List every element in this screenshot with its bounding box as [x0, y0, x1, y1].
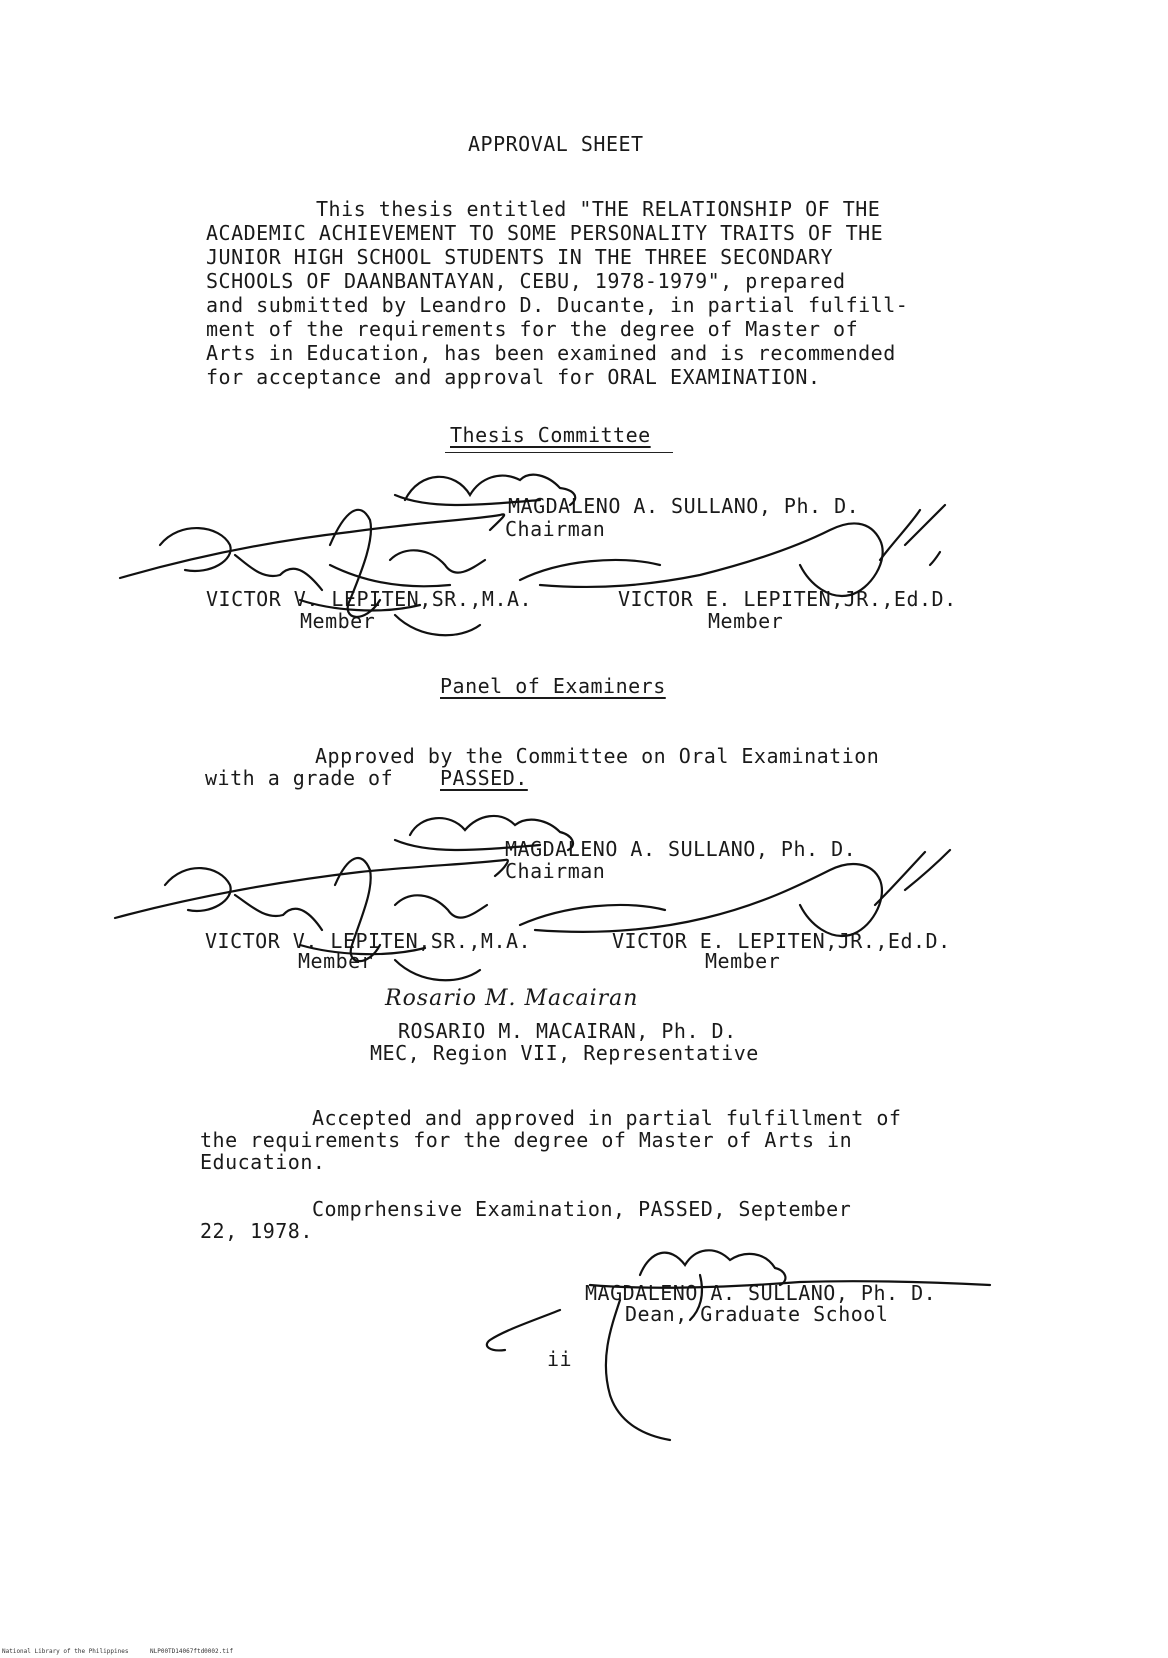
intro-line: This thesis entitled "THE RELATIONSHIP OF THE [316, 197, 881, 221]
acceptance-paragraph [200, 1107, 901, 1173]
rep-name: ROSARIO M. MACAIRAN, Ph. D. [398, 1019, 737, 1043]
committee-member2-name: VICTOR E. LEPITEN,JR.,Ed.D. [618, 587, 957, 611]
panel-grade: PASSED. [440, 766, 528, 790]
dean-role: Dean, Graduate School [625, 1302, 889, 1326]
committee-chairman-name: MAGDALENO A. SULLANO, Ph. D. [508, 494, 860, 518]
acceptance-line: Accepted and approved in partial fulfillment of [312, 1106, 902, 1130]
comprehensive-line: 22, 1978. [200, 1219, 313, 1243]
committee-member1-name: VICTOR V. LEPITEN,SR.,M.A. [206, 587, 533, 611]
intro-line: Arts in Education, has been examined and is recommended [206, 341, 896, 365]
dean-name: MAGDALENO A. SULLANO, Ph. D. [585, 1281, 937, 1305]
panel-member1-role: Member [298, 949, 374, 973]
committee-member2-role: Member [708, 609, 784, 633]
acceptance-line: the requirements for the degree of Master of Arts in [200, 1128, 853, 1152]
acceptance-line: Education. [200, 1150, 326, 1174]
intro-line: ACADEMIC ACHIEVEMENT TO SOME PERSONALITY TRAITS OF THE [206, 221, 884, 245]
page-number: ii [547, 1347, 573, 1371]
intro-line: and submitted by Leandro D. Ducante, in partial fulfill- [206, 293, 909, 317]
committee-chairman-role: Chairman [505, 517, 606, 541]
intro-line: for acceptance and approval for ORAL EXAMINATION. [206, 365, 821, 389]
rep-role: MEC, Region VII, Representative [370, 1041, 759, 1065]
committee-heading-rule [445, 452, 673, 453]
intro-line: JUNIOR HIGH SCHOOL STUDENTS IN THE THREE SECONDARY [206, 245, 834, 269]
intro-paragraph [206, 197, 908, 389]
committee-heading: Thesis Committee [450, 423, 651, 447]
panel-chairman-name: MAGDALENO A. SULLANO, Ph. D. [505, 837, 857, 861]
panel-chairman-role: Chairman [505, 859, 606, 883]
panel-approved-line1: Approved by the Committee on Oral Examination [315, 744, 880, 768]
comprehensive-paragraph [200, 1198, 851, 1242]
panel-member1-name: VICTOR V. LEPITEN,SR.,M.A. [205, 929, 532, 953]
panel-approved-line2-prefix: with a grade of [205, 766, 394, 790]
panel-member2-name: VICTOR E. LEPITEN,JR.,Ed.D. [612, 929, 951, 953]
page-title: APPROVAL SHEET [468, 132, 644, 156]
footer-file: NLP00TD14067ftd0002.tif [150, 1648, 234, 1655]
footer-library: National Library of the Philippines [2, 1648, 129, 1655]
rep-signature: Rosario M. Macairan [385, 986, 639, 1011]
panel-heading: Panel of Examiners [440, 674, 666, 698]
committee-member1-role: Member [300, 609, 376, 633]
panel-member2-role: Member [705, 949, 781, 973]
intro-line: ment of the requirements for the degree of Master of [206, 317, 859, 341]
comprehensive-line: Comprhensive Examination, PASSED, September [312, 1197, 852, 1221]
intro-line: SCHOOLS OF DAANBANTAYAN, CEBU, 1978-1979", prepared [206, 269, 846, 293]
